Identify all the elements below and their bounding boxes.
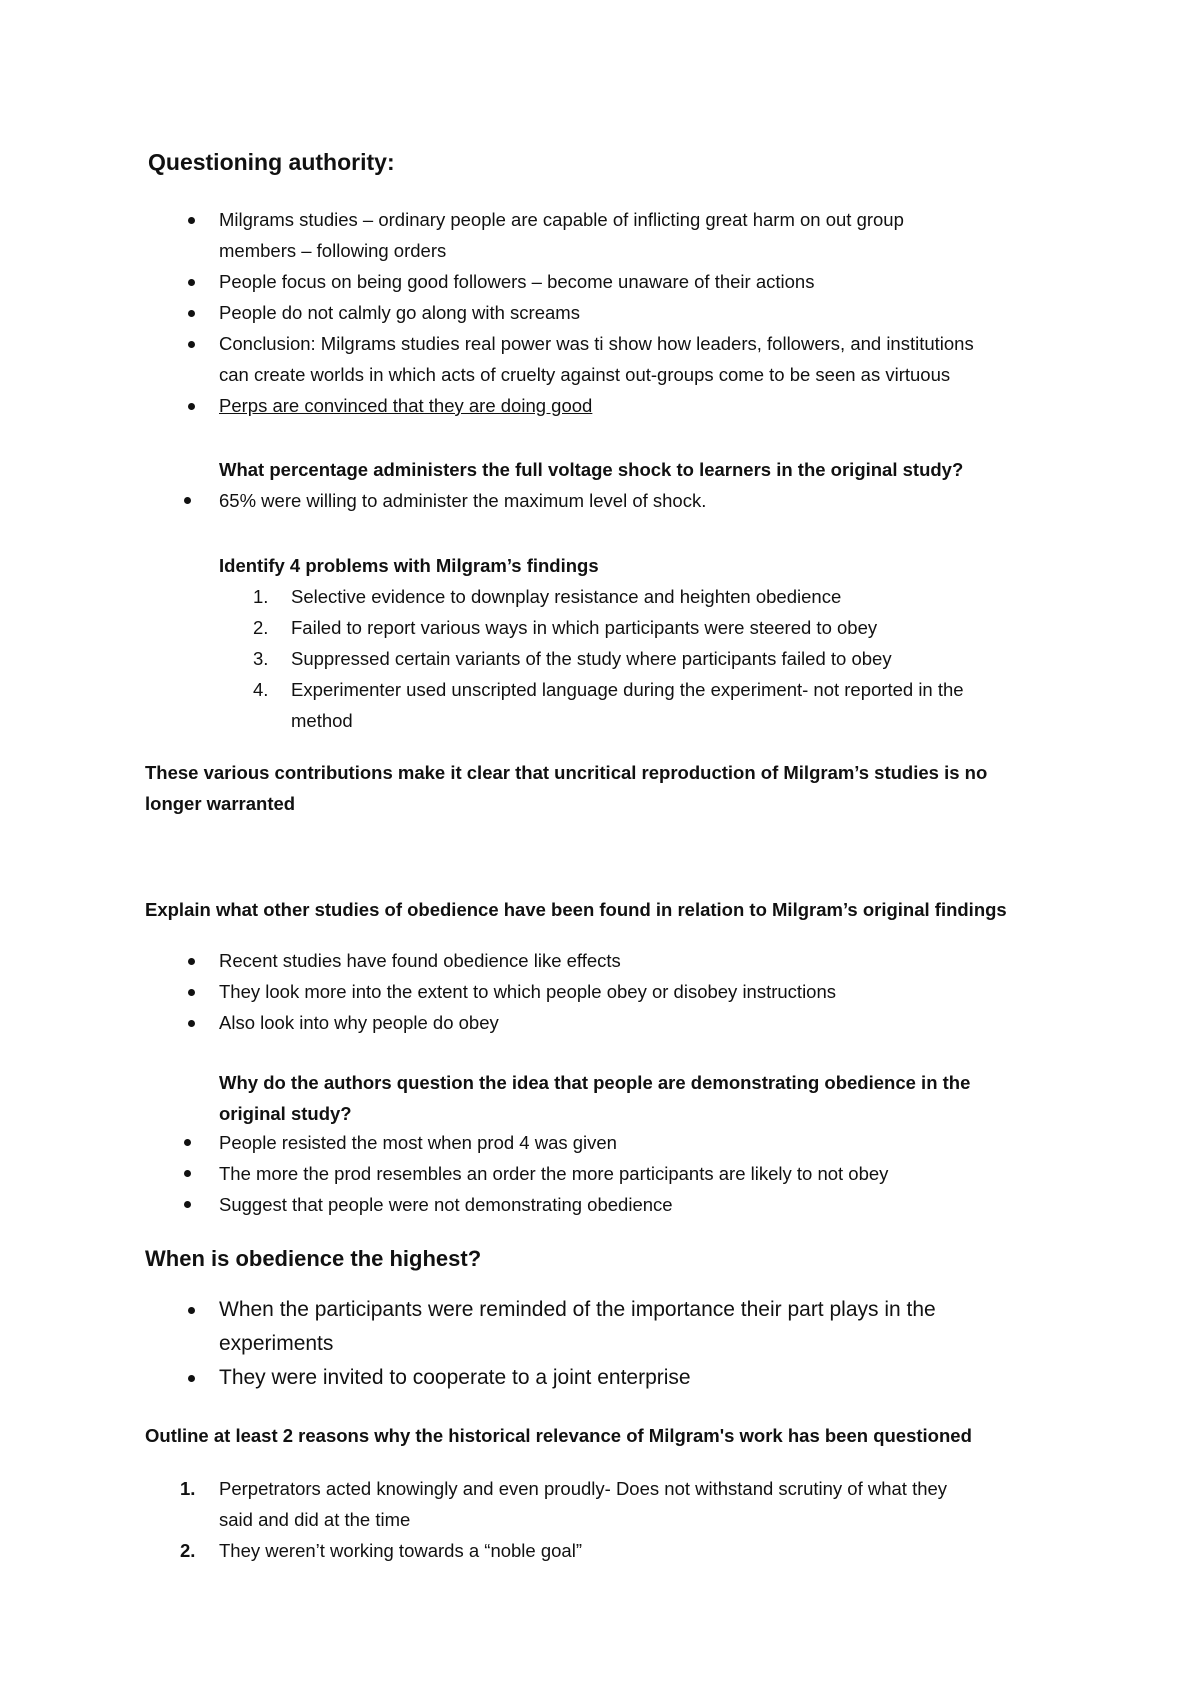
list-item-continuation: members – following orders [219, 240, 447, 261]
list-item: Perpetrators acted knowingly and even proudly- Does not withstand scrutiny of what they [219, 1478, 948, 1499]
bullet-icon [188, 341, 195, 348]
question-heading: Explain what other studies of obedience have been found in relation to Milgram’s original findings [145, 899, 1007, 920]
list-number: 1. [180, 1478, 196, 1499]
list-item: The more the prod resembles an order the more participants are likely to not obey [219, 1163, 889, 1184]
list-item-continuation: can create worlds in which acts of cruelty against out-groups come to be seen as virtuous [219, 364, 951, 385]
bullet-icon [188, 1375, 195, 1382]
list-item-underlined: Perps are convinced that they are doing good [219, 395, 593, 416]
list-item: Conclusion: Milgrams studies real power was ti show how leaders, followers, and institutions [219, 333, 974, 354]
conclusion-text: These various contributions make it clear that uncritical reproduction of Milgram’s studies is no [145, 762, 988, 783]
list-item-continuation: said and did at the time [219, 1509, 411, 1530]
question-heading: Why do the authors question the idea that people are demonstrating obedience in the [219, 1072, 971, 1093]
question-heading-continuation: original study? [219, 1103, 352, 1124]
list-item: They look more into the extent to which people obey or disobey instructions [219, 981, 837, 1002]
list-item: Recent studies have found obedience like effects [219, 950, 621, 971]
list-item: They were invited to cooperate to a joint enterprise [219, 1366, 691, 1389]
list-item: When the participants were reminded of the importance their part plays in the [219, 1298, 936, 1321]
list-item: People resisted the most when prod 4 was given [219, 1132, 617, 1153]
list-item-continuation: method [291, 710, 353, 731]
question-heading: Identify 4 problems with Milgram’s findings [219, 555, 599, 576]
question-heading: What percentage administers the full voltage shock to learners in the original study? [219, 459, 964, 480]
list-item: Selective evidence to downplay resistance and heighten obedience [291, 586, 842, 607]
bullet-icon [184, 497, 191, 504]
section-heading-obedience-highest: When is obedience the highest? [145, 1246, 482, 1271]
bullet-icon [184, 1201, 191, 1208]
bullet-icon [188, 310, 195, 317]
bullet-icon [184, 1139, 191, 1146]
list-item: Also look into why people do obey [219, 1012, 499, 1033]
list-item: Milgrams studies – ordinary people are capable of inflicting great harm on out group [219, 209, 904, 230]
bullet-icon [188, 217, 195, 224]
bullet-icon [188, 1307, 195, 1314]
question-heading: Outline at least 2 reasons why the historical relevance of Milgram's work has been questioned [145, 1425, 972, 1446]
bullet-icon [188, 279, 195, 286]
list-item-continuation: experiments [219, 1332, 334, 1355]
list-item: Experimenter used unscripted language during the experiment- not reported in the [291, 679, 964, 700]
list-item: They weren’t working towards a “noble goal” [219, 1540, 582, 1561]
answer-item: 65% were willing to administer the maximum level of shock. [219, 490, 707, 511]
bullet-icon [188, 403, 195, 410]
section-heading-questioning-authority: Questioning authority: [148, 149, 395, 175]
list-number: 3. [253, 648, 269, 669]
bullet-icon [188, 989, 195, 996]
list-number: 1. [253, 586, 269, 607]
list-item: Suppressed certain variants of the study where participants failed to obey [291, 648, 892, 669]
bullet-icon [188, 1020, 195, 1027]
conclusion-text: longer warranted [145, 793, 296, 814]
bullet-icon [188, 958, 195, 965]
list-number: 4. [253, 679, 269, 700]
list-item: People do not calmly go along with screams [219, 302, 580, 323]
list-item: Suggest that people were not demonstrating obedience [219, 1194, 673, 1215]
list-number: 2. [180, 1540, 196, 1561]
list-number: 2. [253, 617, 269, 638]
list-item: Failed to report various ways in which participants were steered to obey [291, 617, 878, 638]
list-item: People focus on being good followers – become unaware of their actions [219, 271, 815, 292]
bullet-icon [184, 1170, 191, 1177]
